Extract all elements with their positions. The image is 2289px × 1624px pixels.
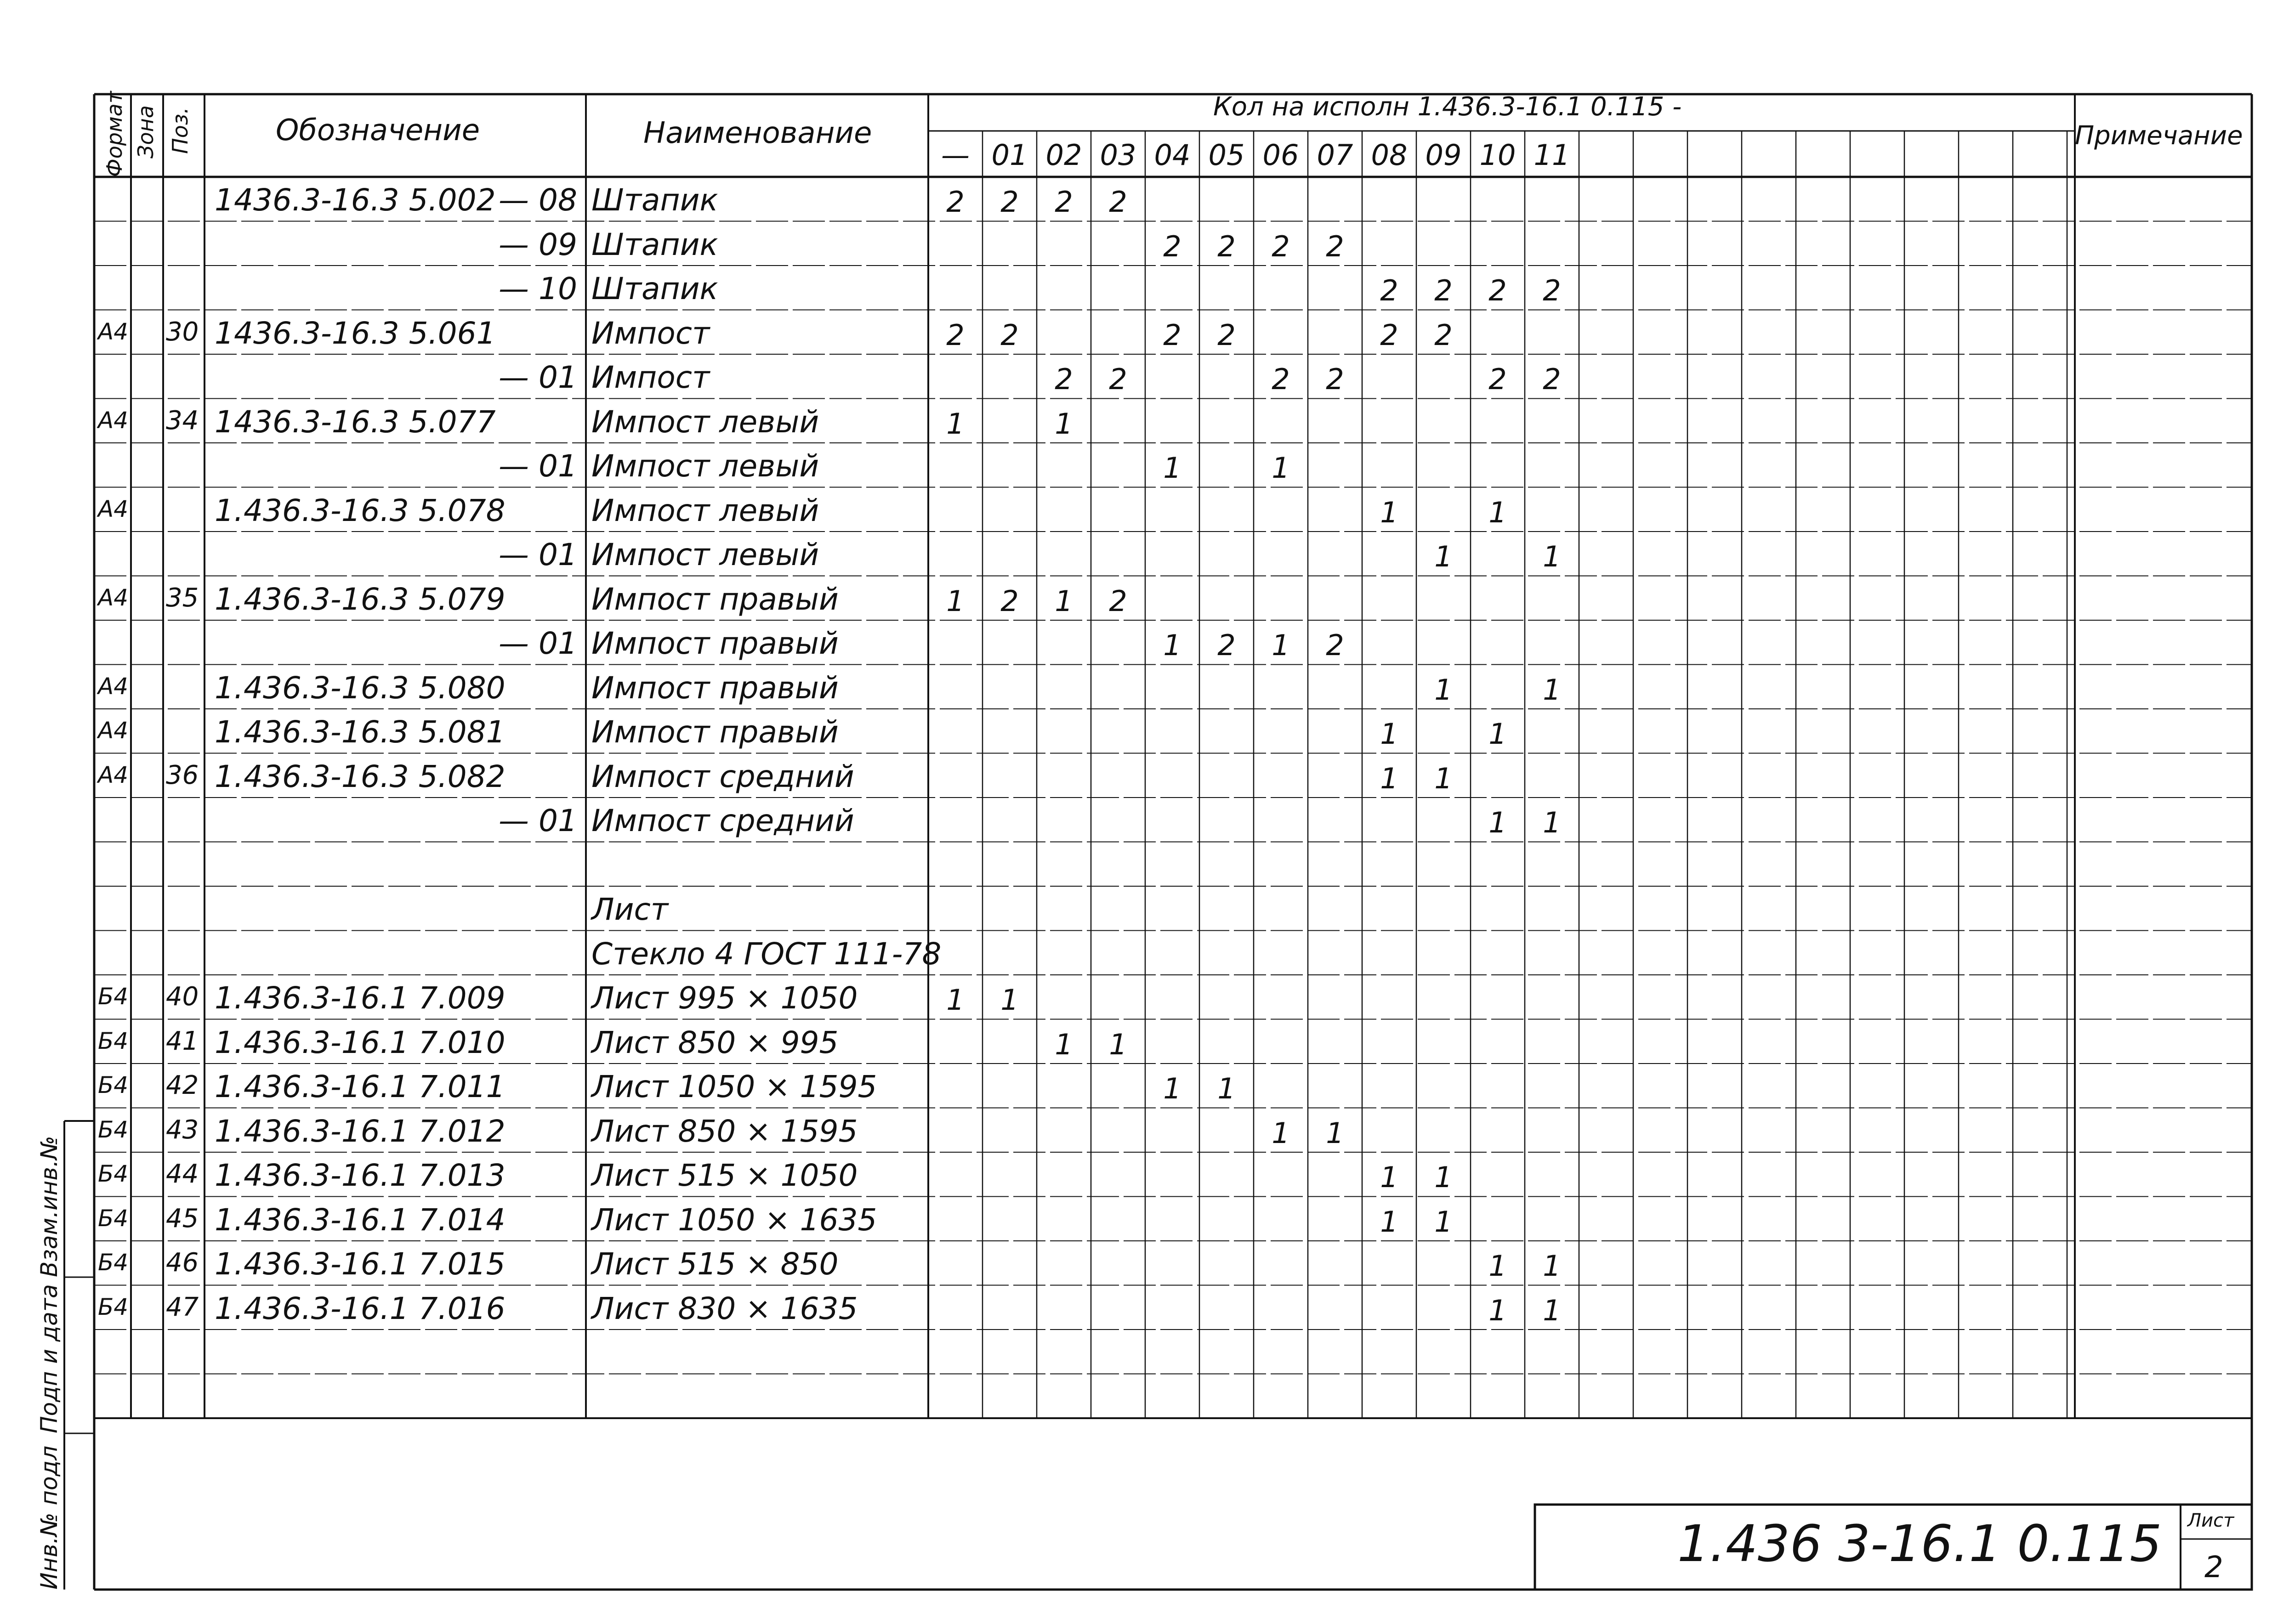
row-designation: 1436.3-16.3 5.002	[215, 182, 496, 218]
row-qty: 1	[1488, 495, 1507, 529]
row-qty: 2	[1488, 274, 1507, 307]
row-qty: 1	[1272, 628, 1290, 662]
row-qty: 1	[1543, 673, 1561, 707]
row-qty: 2	[1434, 318, 1453, 352]
row-qty: 1	[1543, 1293, 1561, 1327]
row-designation-suffix: — 01	[499, 537, 577, 572]
row-qty: 2	[1434, 274, 1453, 307]
row-format: Б4	[98, 1160, 129, 1187]
row-qty: 1	[1488, 1293, 1507, 1327]
row-format: А4	[98, 717, 129, 744]
row-designation: 1.436.3-16.3 5.081	[215, 714, 506, 750]
row-name: Штапик	[591, 182, 718, 218]
row-pos: 42	[166, 1070, 199, 1100]
header-name: Наименование	[643, 116, 872, 150]
row-format: Б4	[98, 1027, 129, 1054]
row-qty: 1	[1543, 1249, 1561, 1283]
row-qty: 2	[1109, 185, 1127, 219]
row-qty: 2	[1217, 318, 1236, 352]
variant-header: 05	[1208, 138, 1245, 172]
row-qty: 1	[1488, 806, 1507, 839]
row-name: Лист 1050 × 1635	[591, 1202, 877, 1238]
row-designation: 1.436.3-16.1 7.014	[215, 1202, 506, 1238]
row-qty: 1	[1163, 451, 1181, 485]
row-designation-suffix: — 01	[499, 626, 577, 661]
row-pos: 47	[166, 1292, 199, 1322]
row-name: Стекло 4 ГОСТ 111-78	[591, 936, 942, 972]
row-format: Б4	[98, 983, 129, 1010]
header-format: Формат	[102, 91, 127, 177]
row-qty: 1	[1488, 1249, 1507, 1283]
row-designation: 1.436.3-16.1 7.011	[215, 1069, 506, 1104]
row-qty: 1	[1380, 761, 1398, 795]
header-note: Примечание	[2075, 121, 2243, 151]
row-qty: 1	[1380, 1205, 1398, 1239]
row-pos: 45	[166, 1203, 199, 1234]
row-name: Импост правый	[591, 626, 839, 661]
row-name: Импост средний	[591, 758, 854, 794]
row-format: А4	[98, 495, 129, 522]
sheet-number: 2	[2204, 1550, 2223, 1584]
variant-header: 09	[1425, 138, 1462, 172]
document-code: 1.436 3-16.1 0.115	[1677, 1514, 2162, 1573]
row-name: Лист 515 × 850	[591, 1246, 839, 1282]
row-pos: 40	[166, 982, 199, 1012]
variant-header: 07	[1317, 138, 1353, 172]
row-qty: 2	[1326, 229, 1344, 263]
row-designation: 1.436.3-16.3 5.078	[215, 492, 506, 528]
side-label-sign-date: Подп и дата	[36, 1284, 62, 1433]
row-qty: 2	[1000, 584, 1019, 618]
row-qty: 2	[1109, 584, 1127, 618]
row-name: Штапик	[591, 271, 718, 306]
row-format: А4	[98, 318, 129, 345]
row-name: Лист 850 × 1595	[591, 1113, 858, 1149]
row-qty: 1	[1163, 628, 1181, 662]
row-designation: 1436.3-16.3 5.061	[215, 315, 496, 351]
row-name: Штапик	[591, 226, 718, 262]
row-qty: 1	[1380, 717, 1398, 751]
row-qty: 2	[946, 185, 965, 219]
row-qty: 1	[1217, 1072, 1236, 1105]
row-qty: 2	[1543, 274, 1561, 307]
row-qty: 1	[1163, 1072, 1181, 1105]
variant-header: 04	[1154, 138, 1191, 172]
header-zone: Зона	[133, 105, 158, 158]
row-qty: 1	[1380, 495, 1398, 529]
row-name: Лист 850 × 995	[591, 1024, 839, 1060]
row-qty: 2	[1543, 362, 1561, 396]
row-format: А4	[98, 761, 129, 788]
variant-header: —	[941, 138, 970, 172]
row-qty: 1	[1055, 584, 1073, 618]
row-qty: 2	[1217, 229, 1236, 263]
row-qty: 1	[1055, 407, 1073, 441]
row-designation: 1.436.3-16.1 7.015	[215, 1246, 506, 1282]
side-label-inv-no: Инв.№ подл	[36, 1445, 62, 1590]
row-qty: 1	[1272, 451, 1290, 485]
row-format: Б4	[98, 1116, 129, 1143]
row-qty: 2	[1488, 362, 1507, 396]
row-qty: 1	[1380, 1160, 1398, 1194]
row-name: Импост левый	[591, 448, 819, 484]
row-qty: 1	[1000, 983, 1019, 1017]
row-qty: 1	[1434, 761, 1453, 795]
row-qty: 2	[1163, 318, 1181, 352]
row-name: Лист 1050 × 1595	[591, 1069, 877, 1104]
row-pos: 36	[166, 760, 199, 790]
row-pos: 43	[166, 1115, 199, 1145]
row-qty: 1	[1055, 1027, 1073, 1061]
row-format: А4	[98, 673, 129, 700]
row-qty: 1	[1326, 1116, 1344, 1150]
row-pos: 30	[166, 317, 199, 347]
row-qty: 1	[946, 584, 965, 618]
row-qty: 2	[1055, 185, 1073, 219]
row-qty: 2	[1380, 274, 1398, 307]
row-qty: 2	[1272, 362, 1290, 396]
row-designation: 1.436.3-16.1 7.012	[215, 1113, 506, 1149]
row-name: Импост средний	[591, 803, 854, 838]
row-designation: 1.436.3-16.3 5.080	[215, 670, 506, 706]
row-name: Импост	[591, 360, 710, 395]
row-qty: 1	[1543, 806, 1561, 839]
row-qty: 2	[1055, 362, 1073, 396]
row-name: Лист 515 × 1050	[591, 1158, 858, 1193]
variant-header: 01	[991, 138, 1028, 172]
row-designation-suffix: — 09	[499, 226, 577, 262]
row-qty: 1	[946, 407, 965, 441]
row-name: Импост правый	[591, 581, 839, 617]
row-qty: 2	[1326, 362, 1344, 396]
header-qty: Кол на исполн 1.436.3-16.1 0.115 -	[1213, 92, 1682, 122]
row-designation: 1.436.3-16.1 7.016	[215, 1290, 506, 1326]
row-name: Лист 830 × 1635	[591, 1290, 858, 1326]
row-qty: 2	[1000, 318, 1019, 352]
row-format: А4	[98, 407, 129, 434]
row-name: Импост левый	[591, 537, 819, 572]
row-pos: 46	[166, 1248, 199, 1278]
row-designation: 1.436.3-16.1 7.010	[215, 1024, 506, 1060]
row-qty: 1	[1434, 1205, 1453, 1239]
row-qty: 2	[946, 318, 965, 352]
row-name: Лист	[591, 892, 669, 927]
row-name: Импост левый	[591, 404, 819, 440]
variant-header: 11	[1534, 138, 1570, 172]
row-qty: 1	[946, 983, 965, 1017]
row-format: А4	[98, 584, 129, 611]
header-pos: Поз.	[168, 107, 193, 154]
row-pos: 44	[166, 1159, 199, 1189]
row-format: Б4	[98, 1205, 129, 1232]
row-name: Лист 995 × 1050	[591, 980, 858, 1016]
row-qty: 1	[1434, 1160, 1453, 1194]
row-qty: 2	[1000, 185, 1019, 219]
variant-header: 02	[1045, 138, 1082, 172]
row-qty: 2	[1163, 229, 1181, 263]
sheet-label: Лист	[2187, 1510, 2234, 1531]
row-qty: 2	[1326, 628, 1344, 662]
variant-header: 03	[1100, 138, 1136, 172]
row-format: Б4	[98, 1293, 129, 1320]
row-pos: 34	[166, 405, 199, 436]
row-designation-suffix: — 01	[499, 448, 577, 484]
row-qty: 1	[1488, 717, 1507, 751]
row-qty: 1	[1272, 1116, 1290, 1150]
row-pos: 41	[166, 1026, 199, 1056]
row-qty: 1	[1434, 540, 1453, 573]
row-qty: 2	[1109, 362, 1127, 396]
row-designation-suffix: — 10	[499, 271, 577, 306]
row-format: Б4	[98, 1249, 129, 1276]
row-name: Импост	[591, 315, 710, 351]
variant-header: 10	[1479, 138, 1516, 172]
row-designation: 1436.3-16.3 5.077	[215, 404, 496, 440]
row-designation: 1.436.3-16.3 5.082	[215, 758, 506, 794]
row-qty: 2	[1380, 318, 1398, 352]
row-qty: 1	[1109, 1027, 1127, 1061]
row-qty: 2	[1272, 229, 1290, 263]
row-name: Импост левый	[591, 492, 819, 528]
row-qty: 1	[1543, 540, 1561, 573]
variant-header: 06	[1262, 138, 1299, 172]
row-format: Б4	[98, 1072, 129, 1098]
row-qty: 2	[1217, 628, 1236, 662]
row-designation: 1.436.3-16.3 5.079	[215, 581, 506, 617]
row-pos: 35	[166, 583, 199, 613]
row-qty: 1	[1434, 673, 1453, 707]
row-name: Импост правый	[591, 670, 839, 706]
row-designation-suffix: — 01	[499, 360, 577, 395]
header-designation: Обозначение	[276, 113, 480, 147]
row-designation: 1.436.3-16.1 7.013	[215, 1158, 506, 1193]
row-designation-suffix: — 01	[499, 803, 577, 838]
row-designation-suffix: — 08	[499, 182, 577, 218]
row-designation: 1.436.3-16.1 7.009	[215, 980, 506, 1016]
variant-header: 08	[1371, 138, 1408, 172]
side-label-replaced-inv: Взам.инв.№	[36, 1136, 62, 1277]
row-name: Импост правый	[591, 714, 839, 750]
